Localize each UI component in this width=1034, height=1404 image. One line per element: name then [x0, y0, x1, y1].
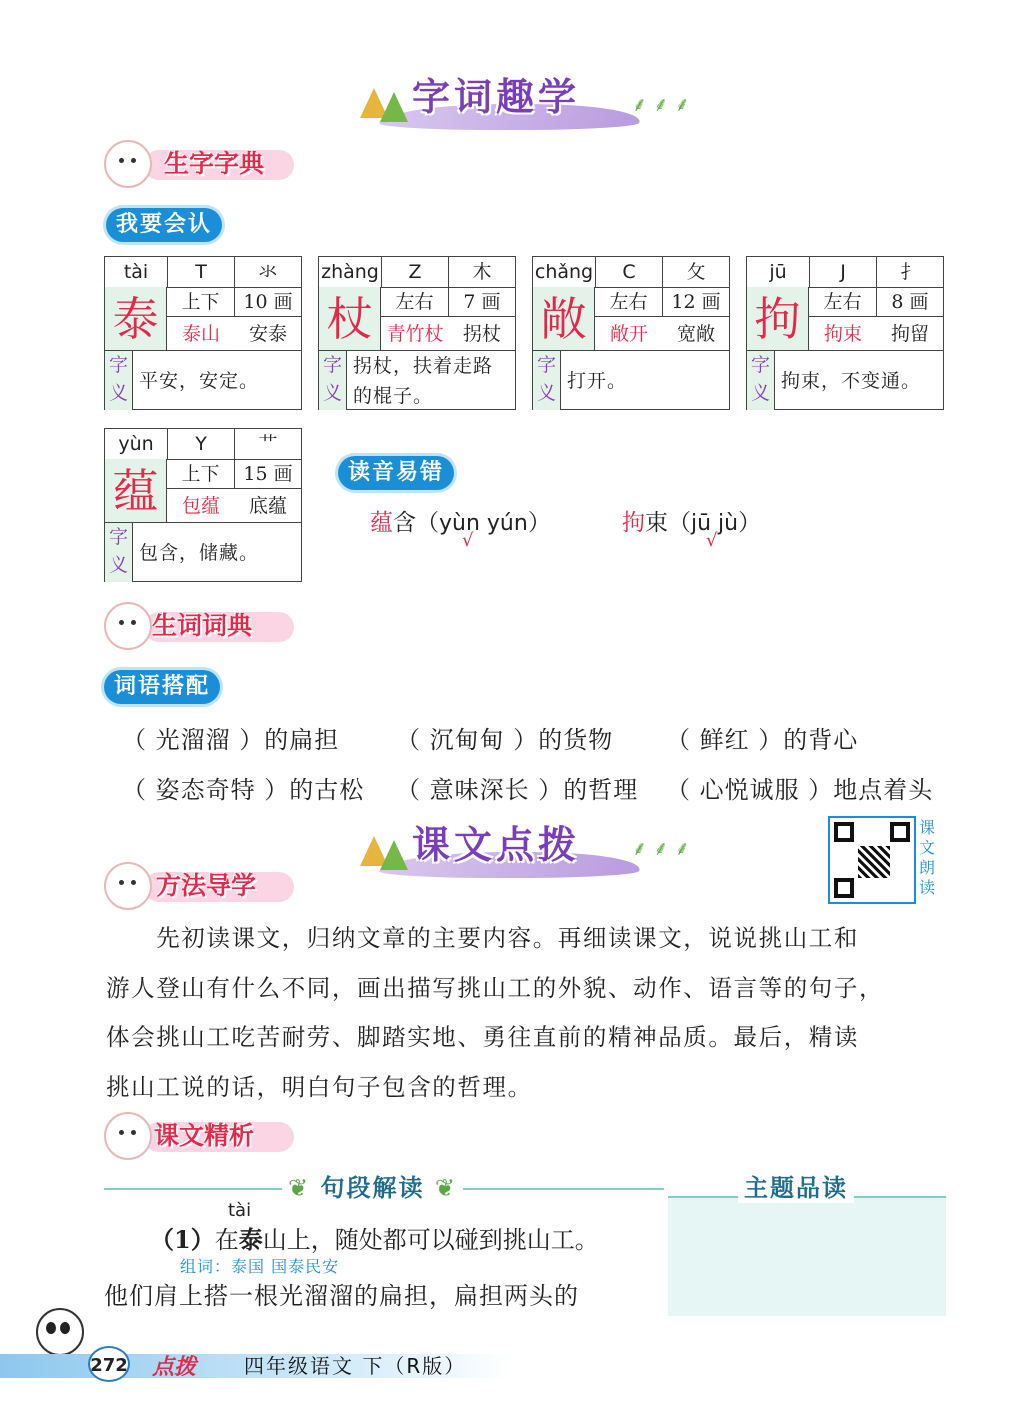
- card-structure: 左右: [595, 287, 663, 317]
- footer: [0, 1346, 520, 1382]
- cat-icon: [104, 862, 152, 910]
- card-word: 包蕴: [181, 495, 220, 517]
- card-initial: Y: [167, 429, 235, 459]
- phrase: （ 意味深长 ）的哲理: [396, 776, 639, 804]
- section-title: 方法导学: [156, 871, 257, 900]
- card-meaning: 平安，安定。: [139, 369, 260, 392]
- card-word: 泰山: [181, 323, 220, 345]
- card-strokes: 10 画: [235, 287, 301, 317]
- phrase: （ 心悦诚服 ）地点着头: [666, 776, 934, 804]
- section-words: [104, 602, 324, 646]
- card-pinyin: chǎng: [534, 261, 594, 283]
- section-dictionary: [104, 140, 324, 184]
- char-card: [318, 256, 516, 410]
- sub-recognize: 我要会认: [106, 208, 222, 242]
- card-character: 杖: [319, 287, 381, 351]
- card-strokes: 7 画: [449, 287, 515, 317]
- card-meaning: 打开。: [567, 369, 628, 392]
- card-word: 拐杖: [462, 323, 501, 345]
- phrase: （ 姿态奇特 ）的古松: [122, 776, 365, 804]
- card-word: 敞开: [609, 323, 648, 345]
- card-pinyin: jū: [769, 261, 787, 283]
- card-meaning: 拘束，不变通。: [781, 369, 922, 392]
- bear-icon: [104, 602, 152, 650]
- card-radical: 攵: [686, 261, 706, 283]
- qr-label: 课文朗读: [918, 818, 935, 897]
- banner-vocab: [352, 66, 712, 136]
- card-pinyin: zhàng: [321, 261, 379, 283]
- card-word: 宽敞: [676, 323, 715, 345]
- book-title: 四年级语文 下（R版）: [244, 1354, 467, 1378]
- card-structure: 上下: [167, 287, 235, 317]
- card-radical: 扌: [900, 261, 920, 283]
- section-title: 生字字典: [164, 149, 265, 178]
- card-meaning: 包含，储藏。: [139, 541, 260, 564]
- pronunciation-item: 蕴含（yùn yún）: [370, 510, 551, 536]
- card-structure: 左右: [809, 287, 877, 317]
- char-card: [532, 256, 730, 410]
- card-initial: J: [809, 257, 877, 287]
- reading-left-label: ❦ 句段解读 ❦: [282, 1168, 463, 1203]
- sub-match: 词语搭配: [104, 670, 220, 704]
- card-initial: T: [167, 257, 235, 287]
- snail-icon: [104, 140, 152, 188]
- method-paragraph: 先初读课文，归纳文章的主要内容。再细读课文，说说挑山工和 游人登山有什么不同，画出描写挑山工的外貌、动作、语言等的句子， 体会挑山工吃苦耐劳、脚踏实地、勇往直前的精神品质。最后，精读 挑山工说的话，明白句子包含的哲理。: [106, 924, 885, 1101]
- sprout-icon: ⸙ ⸙ ⸙: [632, 836, 690, 860]
- section-title: 生词词典: [152, 611, 253, 640]
- card-word: 安泰: [248, 323, 287, 345]
- brand-logo: 点拨: [152, 1355, 197, 1380]
- banner-title: 字词趣学: [412, 75, 581, 119]
- section-title: 课文精析: [154, 1121, 255, 1150]
- mountain-icon: [380, 840, 408, 870]
- card-pinyin: tài: [123, 261, 149, 283]
- card-word: 拘束: [823, 323, 862, 345]
- sub-pronounce: 读音易错: [338, 456, 454, 490]
- qr-code[interactable]: [828, 816, 916, 904]
- theme-box: [668, 1196, 946, 1316]
- card-strokes: 15 画: [235, 459, 301, 489]
- card-structure: 上下: [167, 459, 235, 489]
- card-strokes: 8 画: [877, 287, 943, 317]
- card-character: 敞: [533, 287, 595, 351]
- card-word: 青竹杖: [386, 323, 444, 345]
- card-character: 蕴: [105, 459, 167, 523]
- char-card: [104, 256, 302, 410]
- card-word: 拘留: [890, 323, 929, 345]
- page-number: 272: [88, 1346, 130, 1382]
- card-initial: Z: [381, 257, 449, 287]
- card-pinyin: yùn: [118, 433, 154, 455]
- sprout-icon: ⸙ ⸙ ⸙: [632, 92, 690, 116]
- meaning-tag: 字 义: [533, 351, 561, 410]
- card-radical: 氺: [258, 261, 278, 283]
- card-meaning: 拐杖，扶着走路的棍子。: [353, 354, 494, 407]
- meaning-tag: 字 义: [105, 523, 133, 582]
- card-radical: 艹: [258, 433, 278, 455]
- check-icon: √: [706, 530, 718, 551]
- phrase: （ 光溜溜 ）的扁担: [122, 726, 340, 754]
- reading-line: 他们肩上搭一根光溜溜的扁担，扁担两头的: [104, 1282, 579, 1310]
- banner-lesson: [352, 814, 712, 884]
- card-structure: 左右: [381, 287, 449, 317]
- meaning-tag: 字 义: [319, 351, 347, 410]
- dog-icon: [104, 1112, 152, 1160]
- pronunciation-item: 拘束（jū jù）: [622, 510, 762, 536]
- section-analysis: [104, 1112, 324, 1156]
- section-method: [104, 862, 324, 906]
- card-word: 底蕴: [248, 495, 287, 517]
- phrase: （ 沉甸甸 ）的货物: [396, 726, 614, 754]
- reading-line: （1）在泰山上，随处都可以碰到挑山工。: [150, 1225, 599, 1254]
- annotation: 组词：泰国 国泰民安: [180, 1257, 340, 1276]
- annotation-pinyin: tài: [228, 1200, 252, 1221]
- reading-right-label: 主题品读: [738, 1168, 854, 1203]
- card-strokes: 12 画: [663, 287, 729, 317]
- card-radical: 木: [472, 261, 492, 283]
- banner-title: 课文点拨: [412, 823, 581, 867]
- char-card: [746, 256, 944, 410]
- card-initial: C: [595, 257, 663, 287]
- card-character: 泰: [105, 287, 167, 351]
- meaning-tag: 字 义: [747, 351, 775, 410]
- char-card: [104, 428, 302, 582]
- phrase: （ 鲜红 ）的背心: [666, 726, 859, 754]
- mountain-icon: [380, 92, 408, 122]
- meaning-tag: 字 义: [105, 351, 133, 410]
- card-character: 拘: [747, 287, 809, 351]
- check-icon: √: [462, 530, 474, 551]
